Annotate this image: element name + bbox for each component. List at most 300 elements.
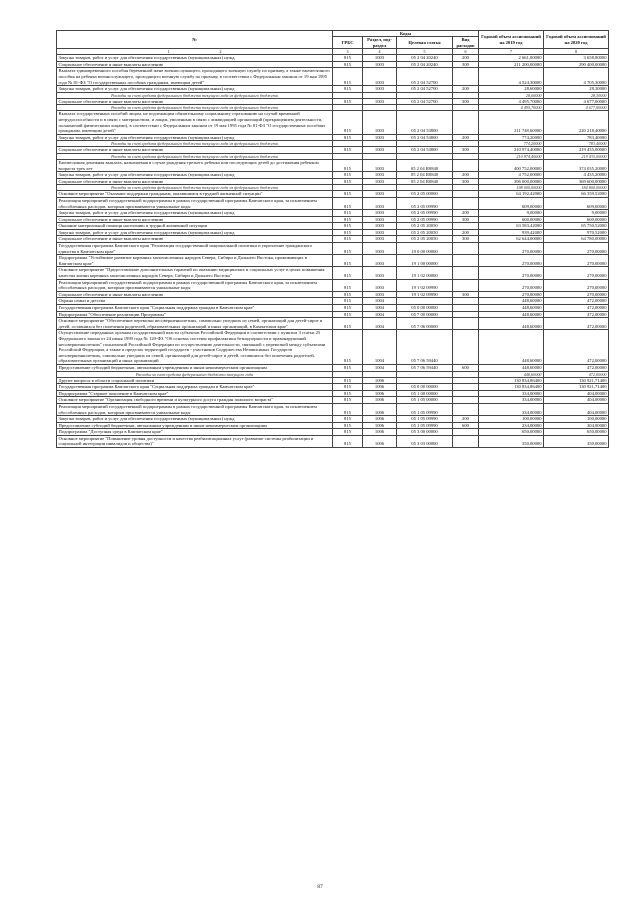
- grbs-cell: 815: [333, 68, 363, 86]
- item-name-cell: Основное мероприятие "Предоставление дополнительных гарантий по оказанию медицинских и социальных услуг в целях повышения качества жизни коренных малочисленных народов Севера, Сибири и Дальнего Востока": [57, 267, 333, 279]
- expense-type-cell: 200: [453, 229, 479, 236]
- colnum-cell: 5: [397, 49, 453, 55]
- header-vr: Вид расходов: [453, 37, 479, 49]
- grbs-cell: 815: [333, 159, 363, 171]
- grbs-cell: 815: [333, 390, 363, 397]
- table-row: [57, 243, 609, 255]
- expense-type-cell: [453, 223, 479, 230]
- expense-type-cell: [453, 279, 479, 291]
- item-name-cell: Предоставление субсидий бюджетным, автономным учреждениям и иным некоммерческим организациям: [57, 364, 333, 371]
- amount-2020-cell: 65 750,52000: [544, 223, 609, 230]
- target-article-cell: 05 2 04 53800: [397, 111, 453, 134]
- grbs-cell: 815: [333, 210, 363, 217]
- table-row: [57, 416, 609, 423]
- amount-2020-cell: 970,52000: [544, 229, 609, 236]
- amount-2019-cell: 9,00000: [479, 210, 544, 217]
- section-cell: 1003: [363, 291, 397, 298]
- amount-2020-cell: 472,00000: [544, 371, 609, 377]
- target-article-cell: [397, 298, 453, 305]
- header-grbs: ГРБС: [333, 37, 363, 49]
- amount-2020-cell: 404,00000: [544, 397, 609, 404]
- item-name-cell: Социальное обеспечение и иные выплаты населению: [57, 216, 333, 223]
- amount-2020-cell: 220 218,40000: [544, 111, 609, 134]
- amount-2019-cell: 400 752,00000: [479, 159, 544, 171]
- header-name: №: [57, 31, 333, 49]
- amount-2020-cell: 270,00000: [544, 255, 609, 267]
- expense-type-cell: [453, 435, 479, 447]
- item-name-cell: Подпрограмма "Старшее поколение в Камчатском крае": [57, 390, 333, 397]
- target-article-cell: 05 1 05 09990: [397, 403, 453, 415]
- section-cell: 1003: [363, 178, 397, 185]
- target-article-cell: 05 3 00 00000: [397, 429, 453, 436]
- section-cell: 1003: [363, 197, 397, 209]
- amount-2019-cell: 334,00000: [479, 390, 544, 397]
- amount-2020-cell: 130 921,71400: [544, 377, 609, 384]
- expense-type-cell: 600: [453, 422, 479, 429]
- amount-2020-cell: 4 705,30000: [544, 68, 609, 86]
- expense-type-cell: 300: [453, 98, 479, 105]
- grbs-cell: 815: [333, 98, 363, 105]
- amount-2019-cell: 2 661,00000: [479, 55, 544, 62]
- amount-2019-cell: 4 495,70000: [479, 105, 544, 111]
- section-cell: 1006: [363, 416, 397, 423]
- target-article-cell: 05 7 06 00000: [397, 318, 453, 330]
- expense-type-cell: [453, 384, 479, 391]
- target-article-cell: [397, 377, 453, 384]
- table-row: [57, 255, 609, 267]
- item-name-cell: Охрана семьи и детства: [57, 298, 333, 305]
- amount-2019-cell: 4 524,30000: [479, 68, 544, 86]
- grbs-cell: 815: [333, 298, 363, 305]
- target-article-cell: 05 2 04 R0840: [397, 159, 453, 171]
- table-row: [57, 318, 609, 330]
- item-name-cell: Подпрограмма "Доступная среда в Камчатском крае": [57, 429, 333, 436]
- grbs-cell: 815: [333, 236, 363, 243]
- item-name-cell: Закупка товаров, работ и услуг для обеспечения государственных (муниципальных) нужд: [57, 416, 333, 423]
- amount-2019-cell: 211 200,00000: [479, 61, 544, 68]
- expense-type-cell: [453, 68, 479, 86]
- section-cell: 1003: [363, 236, 397, 243]
- grbs-cell: 815: [333, 267, 363, 279]
- section-cell: 1004: [363, 298, 397, 305]
- grbs-cell: 815: [333, 229, 363, 236]
- target-article-cell: 05 2 04 R0840: [397, 172, 453, 179]
- expense-type-cell: [453, 330, 479, 365]
- budget-table: [56, 30, 609, 448]
- header-section: Раздел, под-раздел: [363, 37, 397, 49]
- target-article-cell: 19 0 00 00000: [397, 243, 453, 255]
- grbs-cell: 815: [333, 86, 363, 93]
- item-name-cell: Государственная программа Камчатского края "Социальная поддержка граждан в Камчатском крае": [57, 384, 333, 391]
- item-name-cell: Социальное обеспечение и иные выплаты населению: [57, 236, 333, 243]
- table-row: [57, 305, 609, 312]
- amount-2019-cell: 270,00000: [479, 255, 544, 267]
- amount-2020-cell: 404,00000: [544, 403, 609, 415]
- expense-type-cell: 300: [453, 61, 479, 68]
- table-row: [57, 159, 609, 171]
- item-name-cell: Социальное обеспечение и иные выплаты населению: [57, 291, 333, 298]
- section-cell: 1006: [363, 377, 397, 384]
- amount-2019-cell: 774,20000: [479, 141, 544, 147]
- amount-2019-cell: 774,20000: [479, 134, 544, 141]
- section-cell: 1003: [363, 98, 397, 105]
- target-article-cell: 05 2 04 53800: [397, 134, 453, 141]
- table-row: [57, 98, 609, 105]
- expense-type-cell: [453, 191, 479, 198]
- amount-2020-cell: 219 435,00000: [544, 153, 609, 159]
- table-row: [57, 311, 609, 318]
- table-row: [57, 298, 609, 305]
- amount-2020-cell: 472,00000: [544, 311, 609, 318]
- target-article-cell: 19 1 02 09990: [397, 291, 453, 298]
- amount-2019-cell: 211 748,60000: [479, 111, 544, 134]
- target-article-cell: 19 1 00 00000: [397, 255, 453, 267]
- table-row: [57, 291, 609, 298]
- expense-type-cell: 300: [453, 236, 479, 243]
- target-article-cell: 05 7 06 59440: [397, 364, 453, 371]
- target-article-cell: 05 2 05 00000: [397, 191, 453, 198]
- amount-2019-cell: 448,60000: [479, 298, 544, 305]
- table-row: [57, 223, 609, 230]
- expense-type-cell: [453, 429, 479, 436]
- table-row: [57, 435, 609, 447]
- amount-2019-cell: 396 000,00000: [479, 178, 544, 185]
- amount-2020-cell: 600,00000: [544, 216, 609, 223]
- expense-type-cell: [453, 305, 479, 312]
- amount-2020-cell: 472,00000: [544, 318, 609, 330]
- target-article-cell: 05 2 05 20050: [397, 223, 453, 230]
- expense-type-cell: [453, 311, 479, 318]
- section-cell: 1004: [363, 330, 397, 365]
- grbs-cell: 815: [333, 429, 363, 436]
- section-cell: 1003: [363, 172, 397, 179]
- section-cell: 1006: [363, 390, 397, 397]
- grbs-cell: 815: [333, 223, 363, 230]
- section-cell: 1003: [363, 191, 397, 198]
- amount-2020-cell: 100,00000: [544, 416, 609, 423]
- item-name-cell: Закупка товаров, работ и услуг для обеспечения государственных (муниципальных) нужд: [57, 229, 333, 236]
- colnum-cell: 4: [363, 49, 397, 55]
- amount-2019-cell: 130 834,86400: [479, 377, 544, 384]
- expense-type-cell: [453, 111, 479, 134]
- grbs-cell: 815: [333, 178, 363, 185]
- section-cell: 1003: [363, 210, 397, 217]
- item-name-cell: Социальное обеспечение и иные выплаты населению: [57, 178, 333, 185]
- grbs-cell: 815: [333, 384, 363, 391]
- section-cell: 1003: [363, 267, 397, 279]
- target-article-cell: 05 2 04 52700: [397, 98, 453, 105]
- table-row: [57, 397, 609, 404]
- amount-2020-cell: 404,00000: [544, 390, 609, 397]
- amount-2020-cell: 374 035,20000: [544, 159, 609, 171]
- amount-2019-cell: 28,60000: [479, 86, 544, 93]
- colnum-cell: 6: [453, 49, 479, 55]
- item-name-cell: Предоставление субсидий бюджетным, автономным учреждениям и иным некоммерческим организациям: [57, 422, 333, 429]
- amount-2019-cell: 448,60000: [479, 330, 544, 365]
- grbs-cell: 815: [333, 403, 363, 415]
- grbs-cell: 815: [333, 147, 363, 154]
- expense-type-cell: 300: [453, 147, 479, 154]
- grbs-cell: 815: [333, 416, 363, 423]
- expense-type-cell: 200: [453, 172, 479, 179]
- section-cell: 1003: [363, 279, 397, 291]
- target-article-cell: 05 2 05 20050: [397, 229, 453, 236]
- item-name-cell: Оказание материальной помощи населению в трудной жизненной ситуации: [57, 223, 333, 230]
- section-cell: 1003: [363, 61, 397, 68]
- grbs-cell: 815: [333, 364, 363, 371]
- item-name-cell: Социальное обеспечение и иные выплаты населению: [57, 61, 333, 68]
- amount-2020-cell: 64 780,00000: [544, 236, 609, 243]
- expense-type-cell: [453, 298, 479, 305]
- amount-2020-cell: 609,00000: [544, 197, 609, 209]
- amount-2020-cell: 304,00000: [544, 422, 609, 429]
- item-name-cell: Государственная программа Камчатского края "Реализация государственной национальной политики и укрепление гражданского единства в Камчатском крае": [57, 243, 333, 255]
- header-year-2020: Годовой объем ассигнований на 2020 год: [544, 31, 609, 49]
- amount-2019-cell: 650,00000: [479, 429, 544, 436]
- target-article-cell: 05 3 03 00000: [397, 435, 453, 447]
- item-name-cell: Реализация мероприятий государственной подпрограммы в рамках государственной программы Камчатского края, за исключением обособленных расходов, которым присваиваются уникальные коды: [57, 403, 333, 415]
- table-row: [57, 172, 609, 179]
- grbs-cell: 815: [333, 311, 363, 318]
- amount-2020-cell: 9,00000: [544, 210, 609, 217]
- section-cell: 1003: [363, 111, 397, 134]
- table-row: [57, 364, 609, 371]
- amount-2019-cell: 350,00000: [479, 435, 544, 447]
- target-article-cell: 19 1 02 09990: [397, 279, 453, 291]
- expense-type-cell: 200: [453, 210, 479, 217]
- target-article-cell: 05 2 04 52700: [397, 68, 453, 86]
- expense-type-cell: 300: [453, 178, 479, 185]
- amount-2019-cell: 198 000,00000: [479, 185, 544, 191]
- amount-2020-cell: 472,00000: [544, 298, 609, 305]
- expense-type-cell: [453, 255, 479, 267]
- table-row: [57, 210, 609, 217]
- header-year-2019: Годовой объем ассигнований на 2019 год: [479, 31, 544, 49]
- note-text: Расходы за счет средств федерального бюджета текущего года из федерального бюджета: [57, 153, 333, 159]
- header-codes: Коды: [333, 31, 479, 37]
- amount-2020-cell: 4 435,20000: [544, 172, 609, 179]
- expense-type-cell: [453, 267, 479, 279]
- grbs-cell: 815: [333, 172, 363, 179]
- amount-2020-cell: 130 921,71400: [544, 384, 609, 391]
- table-row: [57, 236, 609, 243]
- item-name-cell: Реализация мероприятий государственной подпрограммы в рамках государственной программы Камчатского края, за исключением обособленных расходов, которым присваиваются уникальные коды: [57, 279, 333, 291]
- expense-type-cell: 300: [453, 216, 479, 223]
- amount-2020-cell: 369 600,00000: [544, 178, 609, 185]
- target-article-cell: 05 2 04 52700: [397, 86, 453, 93]
- amount-2019-cell: 334,00000: [479, 397, 544, 404]
- amount-2019-cell: 270,00000: [479, 279, 544, 291]
- item-name-cell: Государственная программа Камчатского края "Социальная поддержка граждан в Камчатском крае": [57, 305, 333, 312]
- table-row: [57, 390, 609, 397]
- page-number: 87: [317, 884, 323, 890]
- item-name-cell: Подпрограмма "Устойчивое развитие коренных малочисленных народов Севера, Сибири и Дальнего Востока, проживающих в Камчатском крае": [57, 255, 333, 267]
- section-cell: 1003: [363, 86, 397, 93]
- amount-2019-cell: 448,60000: [479, 305, 544, 312]
- expense-type-cell: [453, 390, 479, 397]
- section-cell: 1003: [363, 147, 397, 154]
- table-row: [57, 68, 609, 86]
- grbs-cell: 815: [333, 330, 363, 365]
- amount-2020-cell: 4 677,00000: [544, 105, 609, 111]
- colnum-cell: 3: [333, 49, 363, 55]
- table-row: [57, 267, 609, 279]
- target-article-cell: 05 0 00 00000: [397, 384, 453, 391]
- item-name-cell: Основное мероприятие "Оказание поддержки гражданам, оказавшимся в трудной жизненной ситуации": [57, 191, 333, 198]
- section-cell: 1003: [363, 223, 397, 230]
- table-row: [57, 197, 609, 209]
- target-article-cell: 05 2 05 20050: [397, 236, 453, 243]
- expense-type-cell: [453, 377, 479, 384]
- amount-2020-cell: 290 400,00000: [544, 61, 609, 68]
- amount-2020-cell: 783,40000: [544, 141, 609, 147]
- amount-2019-cell: 448,60000: [479, 311, 544, 318]
- table-row: [57, 147, 609, 154]
- note-text: Расходы за счет средств федерального бюджета текущего года из федерального бюджета: [57, 141, 333, 147]
- grbs-cell: 815: [333, 279, 363, 291]
- target-article-cell: 05 2 04 R0840: [397, 178, 453, 185]
- table-row: [57, 55, 609, 62]
- amount-2020-cell: 472,00000: [544, 305, 609, 312]
- amount-2020-cell: 28,30000: [544, 86, 609, 93]
- section-cell: 1004: [363, 311, 397, 318]
- note-text: Расходы за счет средств федерального бюджета текущего года: [57, 371, 333, 377]
- amount-2019-cell: 609,00000: [479, 197, 544, 209]
- amount-2019-cell: 448,60000: [479, 371, 544, 377]
- item-name-cell: Закупка товаров, работ и услуг для обеспечения государственных (муниципальных) нужд: [57, 210, 333, 217]
- amount-2019-cell: 334,00000: [479, 403, 544, 415]
- section-cell: 1003: [363, 55, 397, 62]
- item-name-cell: Другие вопросы в области социальной политики: [57, 377, 333, 384]
- colnum-cell: 1 2: [57, 49, 333, 55]
- amount-2020-cell: 28,30000: [544, 92, 609, 98]
- amount-2020-cell: 350,00000: [544, 435, 609, 447]
- amount-2020-cell: 219 435,00000: [544, 147, 609, 154]
- table-row: [57, 330, 609, 365]
- colnum-cell: 7: [479, 49, 544, 55]
- amount-2020-cell: 270,00000: [544, 267, 609, 279]
- grbs-cell: 815: [333, 422, 363, 429]
- grbs-cell: 815: [333, 216, 363, 223]
- section-cell: 1003: [363, 255, 397, 267]
- table-row: [57, 191, 609, 198]
- amount-2020-cell: 66 359,52000: [544, 191, 609, 198]
- item-name-cell: Подпрограмма "Обеспечение реализации Программы": [57, 311, 333, 318]
- item-name-cell: Выплата государственных пособий лицам, не подлежащим обязательному социальному страхованию на случай временной нетрудоспособности и в связи с материнством, и лицам, уволенным в связи с ликвидацией организаций (прекращением деятельности, полномочий физическими лицами), в соответствии с Федеральным законом от 19 мая 1995 года № 81-ФЗ "О государственных пособиях гражданам, имеющим детей": [57, 111, 333, 134]
- amount-2019-cell: 130 834,86400: [479, 384, 544, 391]
- expense-type-cell: 200: [453, 55, 479, 62]
- item-name-cell: Закупка товаров, работ и услуг для обеспечения государственных (муниципальных) нужд: [57, 134, 333, 141]
- amount-2019-cell: 4 495,70000: [479, 98, 544, 105]
- expense-type-cell: 200: [453, 134, 479, 141]
- table-row: [57, 86, 609, 93]
- expense-type-cell: [453, 159, 479, 171]
- section-cell: 1006: [363, 429, 397, 436]
- table-row: [57, 377, 609, 384]
- target-article-cell: 05 0 00 00000: [397, 305, 453, 312]
- item-name-cell: Социальное обеспечение и иные выплаты населению: [57, 98, 333, 105]
- target-article-cell: 05 1 05 09990: [397, 416, 453, 423]
- amount-2019-cell: 210 974,40000: [479, 153, 544, 159]
- item-name-cell: Основное мероприятие "Организация свободного времени и культурного досуга граждан пожилого возраста": [57, 397, 333, 404]
- item-name-cell: Реализация мероприятий государственной подпрограммы в рамках государственной программы Камчатского края, за исключением обособленных расходов, которым присваиваются уникальные коды: [57, 197, 333, 209]
- amount-2019-cell: 63 583,42000: [479, 223, 544, 230]
- amount-2019-cell: 100,00000: [479, 416, 544, 423]
- amount-2019-cell: 62 644,00000: [479, 236, 544, 243]
- grbs-cell: 815: [333, 305, 363, 312]
- item-name-cell: Осуществление переданных органам государственной власти субъектов Российской Федерации в соответствии с пунктом 3 статьи 25 Федерального закона от 24 июня 1999 года № 120-ФЗ "Об основах системы профилактики безнадзорности и правонарушений несовершеннолетних" полномочий Российской Федерации по осуществлению деятельности, связанной с перевозкой между субъектами Российской Федерации, а также в пределах территорий государств - участников Содружества Независимых Государств несовершеннолетних, самовольно ушедших из семей, организаций для детей-сирот и детей, оставшихся без попечения родителей, образовательных организаций и иных организаций: [57, 330, 333, 365]
- grbs-cell: 815: [333, 318, 363, 330]
- table-row: [57, 61, 609, 68]
- grbs-cell: 815: [333, 134, 363, 141]
- grbs-cell: 815: [333, 111, 363, 134]
- expense-type-cell: [453, 318, 479, 330]
- grbs-cell: 815: [333, 291, 363, 298]
- table-row: [57, 134, 609, 141]
- expense-type-cell: [453, 197, 479, 209]
- amount-2020-cell: 270,00000: [544, 279, 609, 291]
- target-article-cell: 19 1 02 00000: [397, 267, 453, 279]
- section-cell: 1003: [363, 159, 397, 171]
- target-article-cell: 05 2 04 20240: [397, 61, 453, 68]
- grbs-cell: 815: [333, 243, 363, 255]
- item-name-cell: Ежемесячная денежная выплата, назначаемая в случае рождения третьего ребенка или последующих детей до достижения ребенком возраста трех лет: [57, 159, 333, 171]
- table-row: [57, 216, 609, 223]
- item-name-cell: Закупка товаров, работ и услуг для обеспечения государственных (муниципальных) нужд: [57, 172, 333, 179]
- section-cell: 1006: [363, 384, 397, 391]
- grbs-cell: 815: [333, 191, 363, 198]
- amount-2020-cell: 4 677,00000: [544, 98, 609, 105]
- table-row: [57, 279, 609, 291]
- section-cell: 1004: [363, 318, 397, 330]
- section-cell: 1006: [363, 422, 397, 429]
- target-article-cell: 05 2 05 09990: [397, 210, 453, 217]
- table-row: [57, 384, 609, 391]
- target-article-cell: 05 2 05 09990: [397, 197, 453, 209]
- target-article-cell: 05 7 06 59440: [397, 330, 453, 365]
- table-row: [57, 422, 609, 429]
- item-name-cell: Выплата единовременного пособия беременной жене военнослужащего, проходящего военную службу по призыву, а также ежемесячного пособия на ребенка военнослужащего, проходящего военную службу по призыву, в соответствии с Федеральным законом от 19 мая 1995 года № 81-ФЗ "О государственных пособиях гражданам, имеющим детей": [57, 68, 333, 86]
- header-target: Целевая статья: [397, 37, 453, 49]
- amount-2020-cell: 783,40000: [544, 134, 609, 141]
- table-body: [57, 55, 609, 448]
- target-article-cell: 05 7 00 00000: [397, 311, 453, 318]
- amount-2019-cell: 270,00000: [479, 243, 544, 255]
- item-name-cell: Социальное обеспечение и иные выплаты населению: [57, 147, 333, 154]
- amount-2020-cell: 270,00000: [544, 291, 609, 298]
- expense-type-cell: [453, 243, 479, 255]
- target-article-cell: 05 1 05 00000: [397, 397, 453, 404]
- amount-2019-cell: 448,60000: [479, 364, 544, 371]
- grbs-cell: 815: [333, 255, 363, 267]
- item-name-cell: Основное мероприятие "Повышение уровня доступности и качества реабилитационных услуг (развитие системы реабилитации и социальной интеграции инвалидов и общества)": [57, 435, 333, 447]
- amount-2020-cell: 270,00000: [544, 243, 609, 255]
- expense-type-cell: 300: [453, 291, 479, 298]
- item-name-cell: Закупка товаров, работ и услуг для обеспечения государственных (муниципальных) нужд: [57, 55, 333, 62]
- amount-2019-cell: 939,42000: [479, 229, 544, 236]
- table-row: [57, 178, 609, 185]
- table-row: [57, 403, 609, 415]
- section-cell: 1003: [363, 229, 397, 236]
- note-text: Расходы за счет средств федерального бюджета текущего года из федерального бюджета: [57, 185, 333, 191]
- expense-type-cell: [453, 397, 479, 404]
- amount-2020-cell: 472,00000: [544, 364, 609, 371]
- section-cell: 1004: [363, 305, 397, 312]
- grbs-cell: 815: [333, 197, 363, 209]
- grbs-cell: 815: [333, 55, 363, 62]
- target-article-cell: 05 2 04 20240: [397, 55, 453, 62]
- amount-2020-cell: 3 658,80000: [544, 55, 609, 62]
